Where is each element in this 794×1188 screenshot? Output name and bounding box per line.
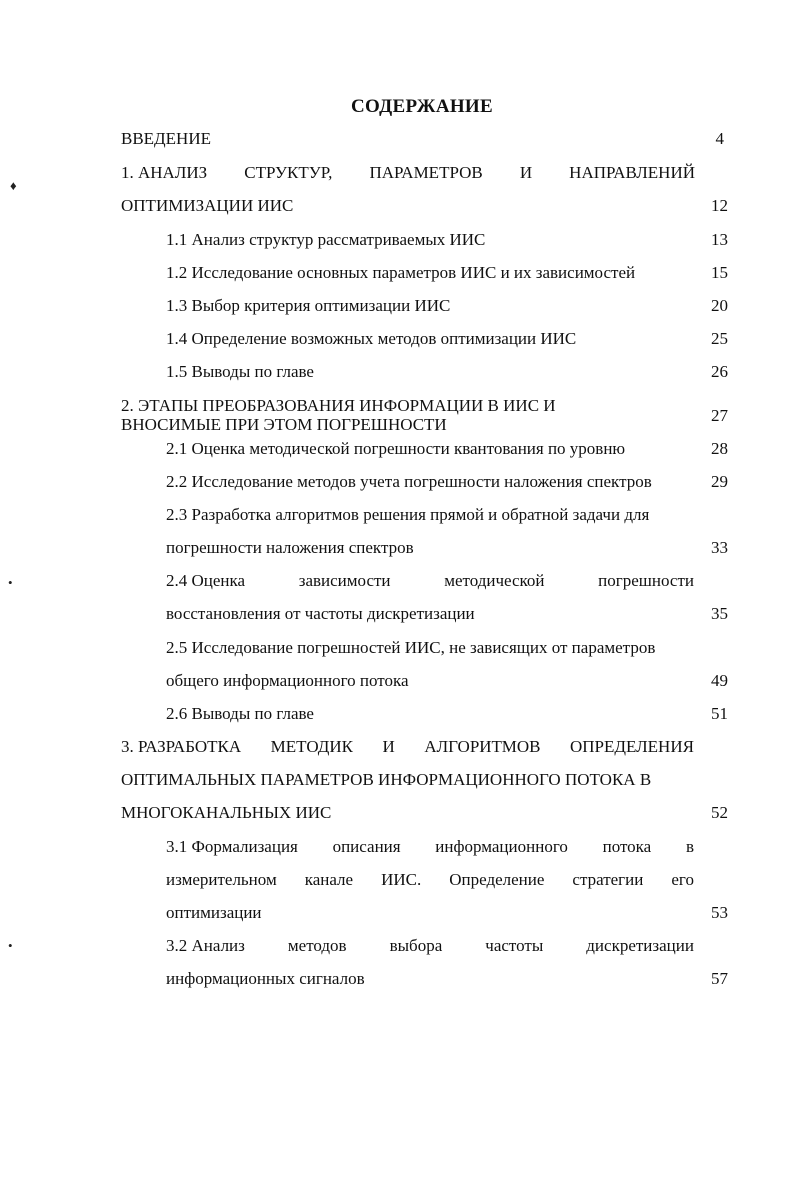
word: в — [685, 837, 694, 856]
word: его — [671, 870, 694, 889]
word: 3.1 Формализация — [166, 837, 298, 856]
toc-page-2-1: 28 — [711, 439, 728, 458]
toc-entry-3-2-line2[interactable]: информационных сигналов — [166, 969, 365, 988]
toc-page-2-6: 51 — [711, 704, 728, 723]
toc-page-1-3: 20 — [711, 296, 728, 315]
word: потока — [602, 837, 652, 856]
word: измерительном — [166, 870, 277, 889]
word: частоты — [485, 936, 544, 955]
toc-entry-2-5-line2[interactable]: общего информационного потока — [166, 671, 409, 690]
toc-entry-chapter-1-line2[interactable]: ОПТИМИЗАЦИИ ИИС — [121, 196, 294, 215]
toc-page-1-2: 15 — [711, 263, 728, 282]
toc-page-1-5: 26 — [711, 362, 728, 381]
toc-entry-1-5[interactable]: 1.5 Выводы по главе — [166, 362, 314, 381]
toc-entry-chapter-2-line1[interactable]: 2. ЭТАПЫ ПРЕОБРАЗОВАНИЯ ИНФОРМАЦИИ В ИИС И — [121, 396, 556, 415]
toc-entry-2-3-line1[interactable]: 2.3 Разработка алгоритмов решения прямой и обратной задачи для — [166, 505, 650, 524]
toc-page-1-4: 25 — [711, 329, 728, 348]
toc-page-2-3: 33 — [711, 538, 728, 557]
toc-page-chapter-1: 12 — [711, 196, 728, 215]
toc-page-2-5: 49 — [711, 671, 728, 690]
word: ОПРЕДЕЛЕНИЯ — [569, 737, 694, 756]
toc-entry-3-1-line2[interactable] — [166, 869, 694, 891]
word: описания — [332, 837, 401, 856]
word: ПАРАМЕТРОВ — [369, 163, 483, 182]
word: методической — [444, 571, 545, 590]
toc-entry-2-6[interactable]: 2.6 Выводы по главе — [166, 704, 314, 723]
toc-entry-2-4-line2[interactable]: восстановления от частоты дискретизации — [166, 604, 475, 623]
word: 3. РАЗРАБОТКА — [121, 737, 242, 756]
toc-page-2-2: 29 — [711, 472, 728, 491]
word: 3.2 Анализ — [166, 936, 245, 955]
word: ИИС. — [381, 870, 422, 889]
toc-entry-1-3[interactable]: 1.3 Выбор критерия оптимизации ИИС — [166, 296, 451, 315]
word: канале — [304, 870, 354, 889]
toc-page-chapter-2: 27 — [711, 406, 728, 425]
word: выбора — [389, 936, 443, 955]
toc-entry-chapter-3-line1[interactable] — [121, 736, 694, 758]
word: Определение — [449, 870, 545, 889]
toc-page-intro: 4 — [715, 129, 724, 148]
toc-entry-3-1-line3[interactable]: оптимизации — [166, 903, 262, 922]
toc-entry-2-3-line2[interactable]: погрешности наложения спектров — [166, 538, 414, 557]
word: методов — [287, 936, 347, 955]
word: 2.4 Оценка — [166, 571, 246, 590]
scan-speck: • — [8, 938, 13, 953]
toc-entry-2-5-line1[interactable]: 2.5 Исследование погрешностей ИИС, не зависящих от параметров — [166, 638, 656, 657]
word: стратегии — [572, 870, 644, 889]
toc-entry-chapter-2-line2[interactable]: ВНОСИМЫЕ ПРИ ЭТОМ ПОГРЕШНОСТИ — [121, 415, 447, 434]
toc-entry-1-4[interactable]: 1.4 Определение возможных методов оптимизации ИИС — [166, 329, 577, 348]
toc-entry-chapter-1-line1[interactable] — [121, 162, 695, 184]
word: И — [519, 163, 533, 182]
word: информационного — [435, 837, 568, 856]
toc-entry-2-4-line1[interactable] — [166, 570, 694, 592]
toc-entry-1-2[interactable]: 1.2 Исследование основных параметров ИИС и их зависимостей — [166, 263, 636, 282]
toc-page-1-1: 13 — [711, 230, 728, 249]
word: 1. АНАЛИЗ — [121, 163, 208, 182]
scan-speck: ♦ — [10, 178, 17, 193]
toc-entry-chapter-3-line2[interactable]: ОПТИМАЛЬНЫХ ПАРАМЕТРОВ ИНФОРМАЦИОННОГО ПОТОКА В — [121, 770, 652, 789]
word: дискретизации — [586, 936, 694, 955]
word: СТРУКТУР, — [244, 163, 333, 182]
scan-speck: • — [8, 575, 13, 590]
word: И — [382, 737, 395, 756]
toc-page-chapter-3: 52 — [711, 803, 728, 822]
toc-entry-2-2[interactable]: 2.2 Исследование методов учета погрешности наложения спектров — [166, 472, 652, 491]
toc-entry-chapter-3-line3[interactable]: МНОГОКАНАЛЬНЫХ ИИС — [121, 803, 332, 822]
word: МЕТОДИК — [270, 737, 353, 756]
word: АЛГОРИТМОВ — [424, 737, 541, 756]
toc-entry-3-1-line1[interactable] — [166, 836, 694, 858]
toc-page-3-1: 53 — [711, 903, 728, 922]
page-title: СОДЕРЖАНИЕ — [351, 96, 493, 117]
toc-page-3-2: 57 — [711, 969, 728, 988]
word: зависимости — [298, 571, 391, 590]
toc-entry-2-1[interactable]: 2.1 Оценка методической погрешности квантования по уровню — [166, 439, 626, 458]
toc-page-2-4: 35 — [711, 604, 728, 623]
word: погрешности — [598, 571, 694, 590]
toc-entry-3-2-line1[interactable] — [166, 935, 694, 957]
toc-entry-intro[interactable]: ВВЕДЕНИЕ — [121, 129, 211, 148]
word: НАПРАВЛЕНИЙ — [569, 163, 695, 182]
toc-entry-1-1[interactable]: 1.1 Анализ структур рассматриваемых ИИС — [166, 230, 486, 249]
